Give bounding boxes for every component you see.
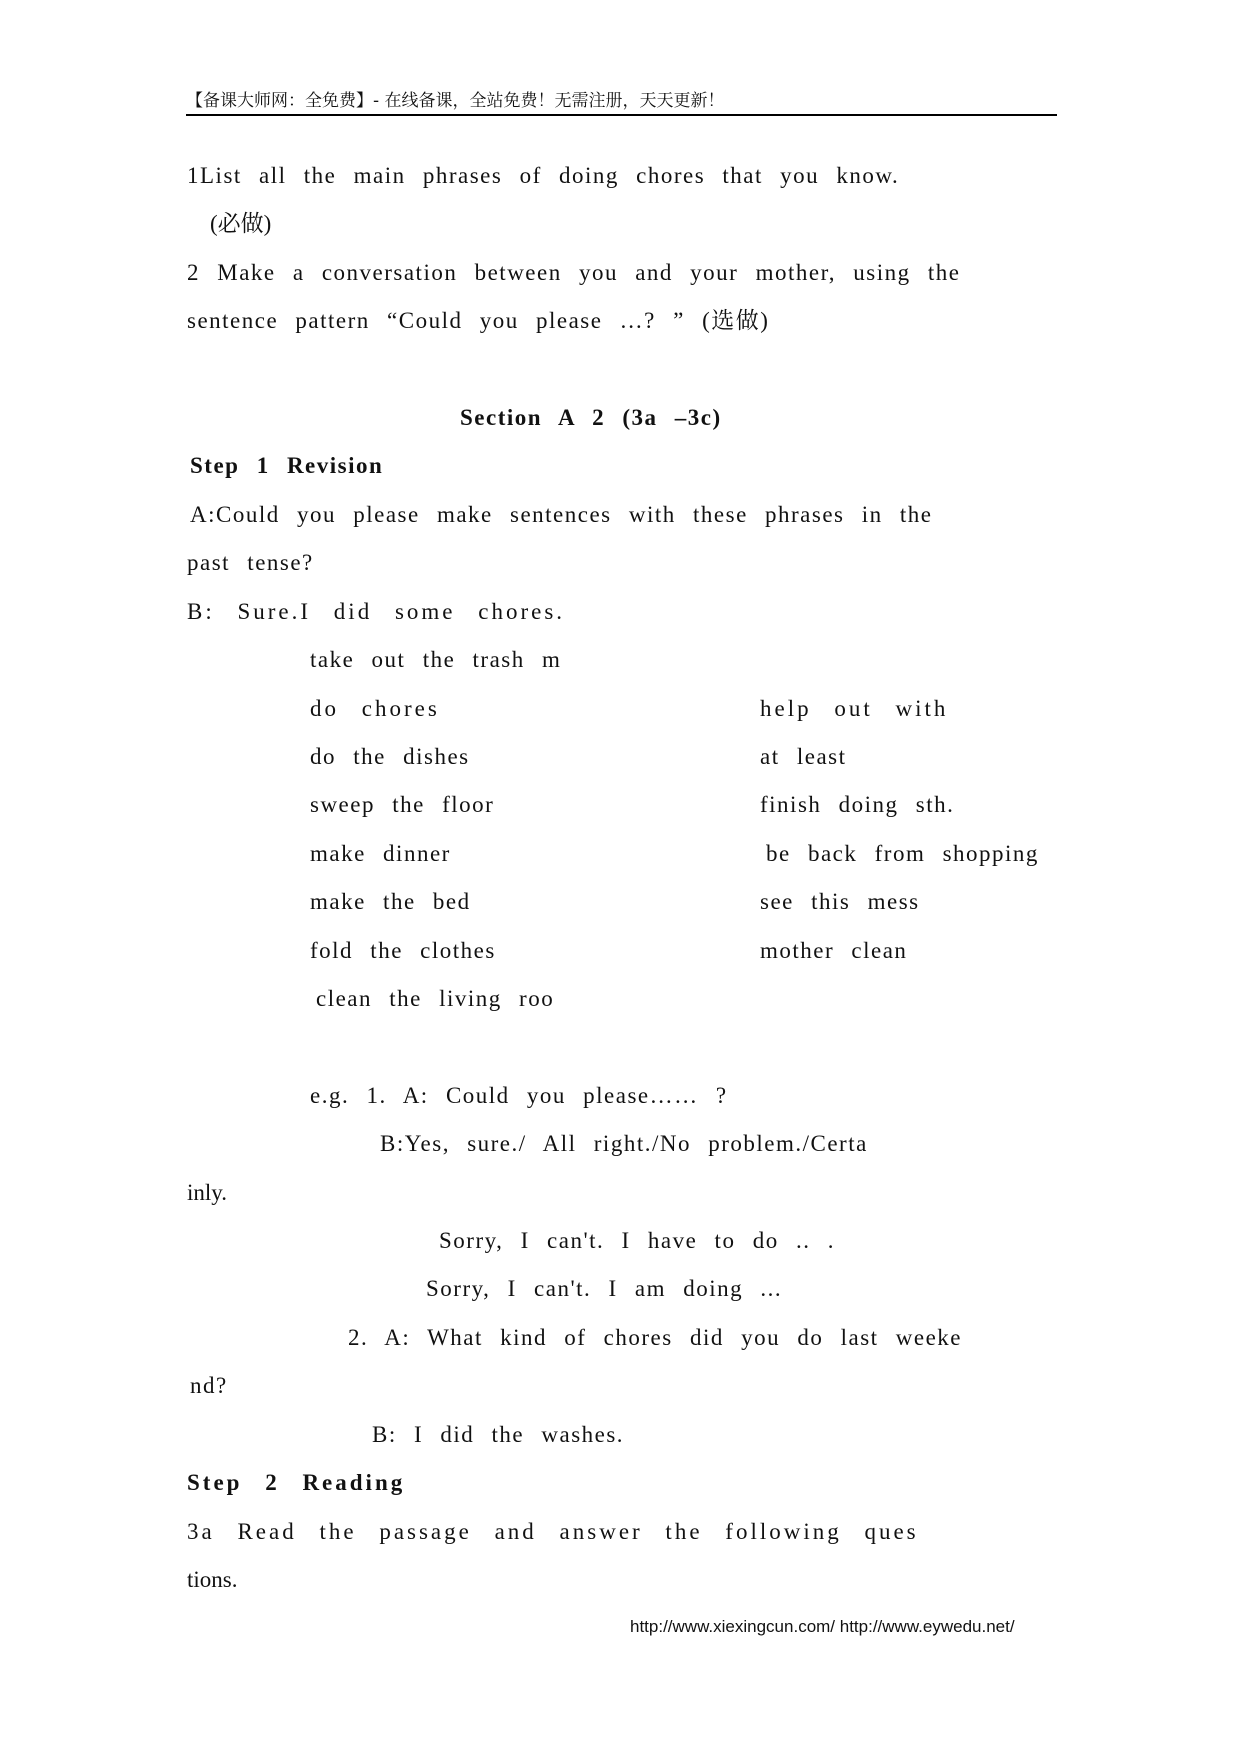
phrase-right-6: mother clean bbox=[760, 938, 908, 963]
step2-line-2: tions. bbox=[187, 1567, 238, 1592]
example-1-answer-line-1: B:Yes, sure./ All right./No problem./Certa bbox=[380, 1131, 868, 1156]
example-2-answer: B: I did the washes. bbox=[372, 1422, 625, 1447]
example-1-question: e.g. 1. A: Could you please…… ? bbox=[310, 1083, 728, 1108]
section-title: Section A 2 (3a –3c) bbox=[460, 405, 722, 430]
phrase-left-1: take out the trash m bbox=[310, 647, 562, 672]
step1-b-line: B: Sure.I did some chores. bbox=[187, 599, 566, 624]
phrase-left-5: make dinner bbox=[310, 841, 451, 866]
footer-urls: http://www.xiexingcun.com/ http://www.eywedu.net/ bbox=[630, 1617, 1015, 1636]
example-1-sorry-1: Sorry, I can't. I have to do .. . bbox=[439, 1228, 835, 1253]
step2-line-1: 3a Read the passage and answer the following ques bbox=[187, 1519, 919, 1544]
phrase-left-6: make the bed bbox=[310, 889, 471, 914]
step1-heading: Step 1 Revision bbox=[190, 453, 384, 478]
phrase-left-2: do chores bbox=[310, 696, 440, 721]
homework-item-1: 1List all the main phrases of doing chores that you know. bbox=[187, 163, 900, 188]
example-1-answer-line-2: inly. bbox=[187, 1180, 228, 1205]
phrase-right-4: be back from shopping bbox=[766, 841, 1039, 866]
phrase-right-2: at least bbox=[760, 744, 847, 769]
phrase-right-1: help out with bbox=[760, 696, 949, 721]
phrase-right-3: finish doing sth. bbox=[760, 792, 955, 817]
phrase-left-4: sweep the floor bbox=[310, 792, 495, 817]
phrase-left-8: clean the living roo bbox=[316, 986, 555, 1011]
phrase-left-3: do the dishes bbox=[310, 744, 470, 769]
example-1-sorry-2: Sorry, I can't. I am doing ... bbox=[426, 1276, 783, 1301]
homework-item-2-line-2: sentence pattern “Could you please …? ” (选做) bbox=[187, 308, 770, 333]
homework-item-2-line-1: 2 Make a conversation between you and your mother, using the bbox=[187, 260, 961, 285]
example-2-question-line-1: 2. A: What kind of chores did you do last weeke bbox=[348, 1325, 963, 1350]
homework-item-1-note: (必做) bbox=[210, 211, 272, 236]
step1-a-line-1: A:Could you please make sentences with these phrases in the bbox=[190, 502, 933, 527]
header-banner: 【备课大师网：全免费】- 在线备课，全站免费！无需注册，天天更新！ bbox=[186, 88, 1057, 116]
example-2-question-line-2: nd? bbox=[190, 1373, 228, 1398]
step2-heading: Step 2 Reading bbox=[187, 1470, 406, 1495]
phrase-right-5: see this mess bbox=[760, 889, 920, 914]
phrase-left-7: fold the clothes bbox=[310, 938, 496, 963]
step1-a-line-2: past tense? bbox=[187, 550, 314, 575]
